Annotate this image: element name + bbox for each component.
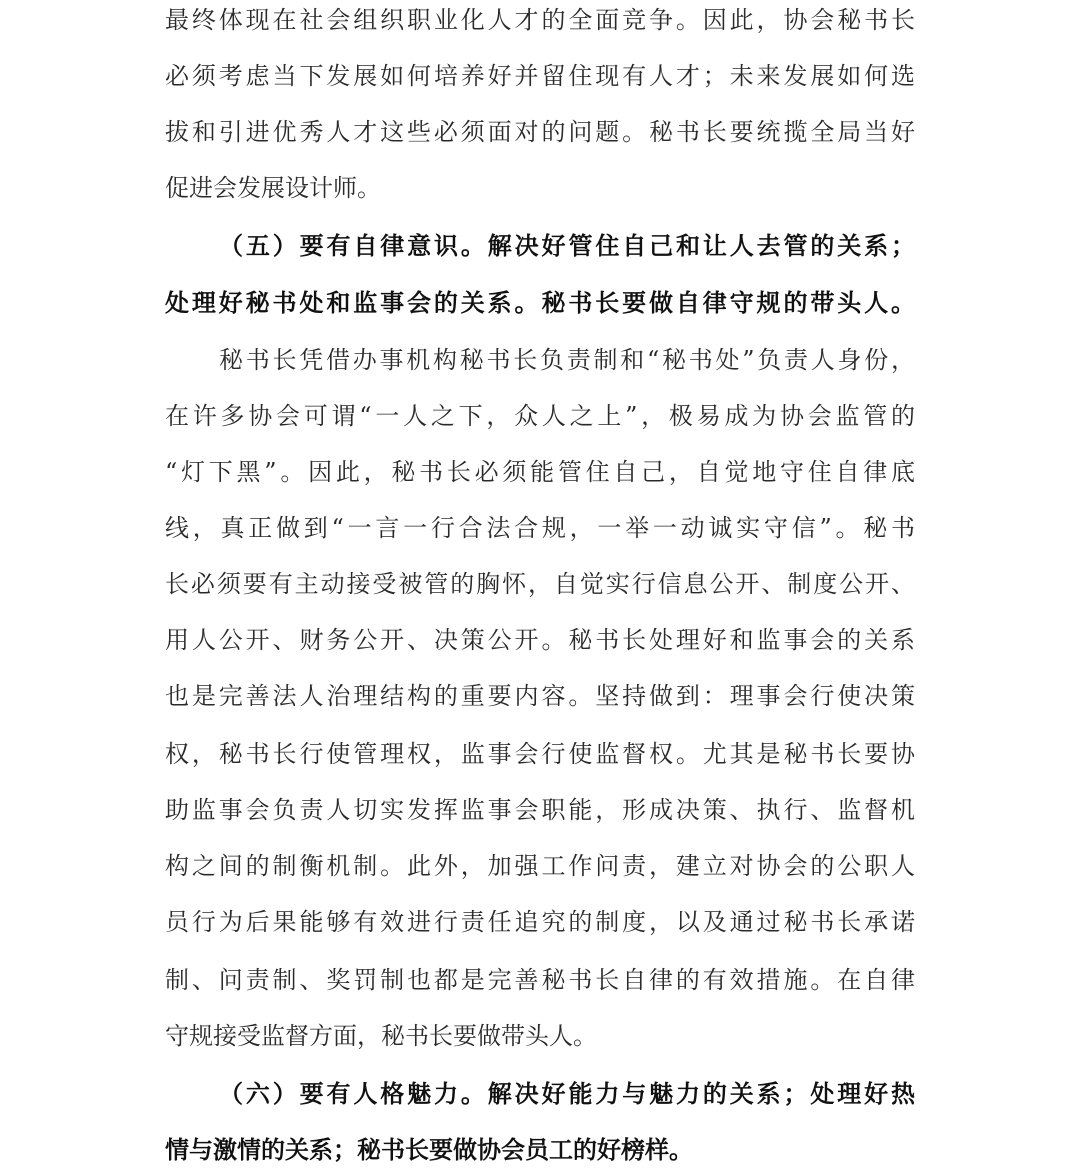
body-text-line: “灯下黑”。因此，秘书长必须能管住自己，自觉地守住自律底 (165, 458, 915, 486)
body-text-line: 必须考虑当下发展如何培养好并留住现有人才；未来发展如何选 (165, 62, 915, 90)
section-heading-line: （五）要有自律意识。解决好管住自己和让人去管的关系； (219, 232, 915, 260)
body-text-line: 在许多协会可谓“一人之下，众人之上”，极易成为协会监管的 (165, 402, 915, 430)
section-heading-line: 处理好秘书处和监事会的关系。秘书长要做自律守规的带头人。 (165, 289, 915, 317)
body-text-line: 制、问责制、奖罚制也都是完善秘书长自律的有效措施。在自律 (165, 966, 915, 994)
body-text-line: 员行为后果能够有效进行责任追究的制度，以及通过秘书长承诺 (165, 908, 915, 936)
body-text-line: 线，真正做到“一言一行合法合规，一举一动诚实守信”。秘书 (165, 514, 915, 542)
body-text-line: 助监事会负责人切实发挥监事会职能，形成决策、执行、监督机 (165, 796, 915, 824)
body-text-line: 权，秘书长行使管理权，监事会行使监督权。尤其是秘书长要协 (165, 740, 915, 768)
body-text-line: 最终体现在社会组织职业化人才的全面竞争。因此，协会秘书长 (165, 6, 915, 34)
section-heading-line: （六）要有人格魅力。解决好能力与魅力的关系；处理好热 (219, 1080, 915, 1108)
body-text-line: 守规接受监督方面，秘书长要做带头人。 (165, 1022, 597, 1050)
body-text-line: 也是完善法人治理结构的重要内容。坚持做到：理事会行使决策 (165, 682, 915, 710)
body-text-line: 构之间的制衡机制。此外，加强工作问责，建立对协会的公职人 (165, 852, 915, 880)
body-text-line: 秘书长凭借办事机构秘书长负责制和“秘书处”负责人身份， (219, 346, 915, 374)
body-text-line: 长必须要有主动接受被管的胸怀，自觉实行信息公开、制度公开、 (165, 570, 915, 598)
body-text-line: 用人公开、财务公开、决策公开。秘书长处理好和监事会的关系 (165, 626, 915, 654)
section-heading-line: 情与激情的关系；秘书长要做协会员工的好榜样。 (165, 1136, 693, 1164)
body-text-line: 拔和引进优秀人才这些必须面对的问题。秘书长要统揽全局当好 (165, 118, 915, 146)
body-text-line: 促进会发展设计师。 (165, 174, 381, 202)
